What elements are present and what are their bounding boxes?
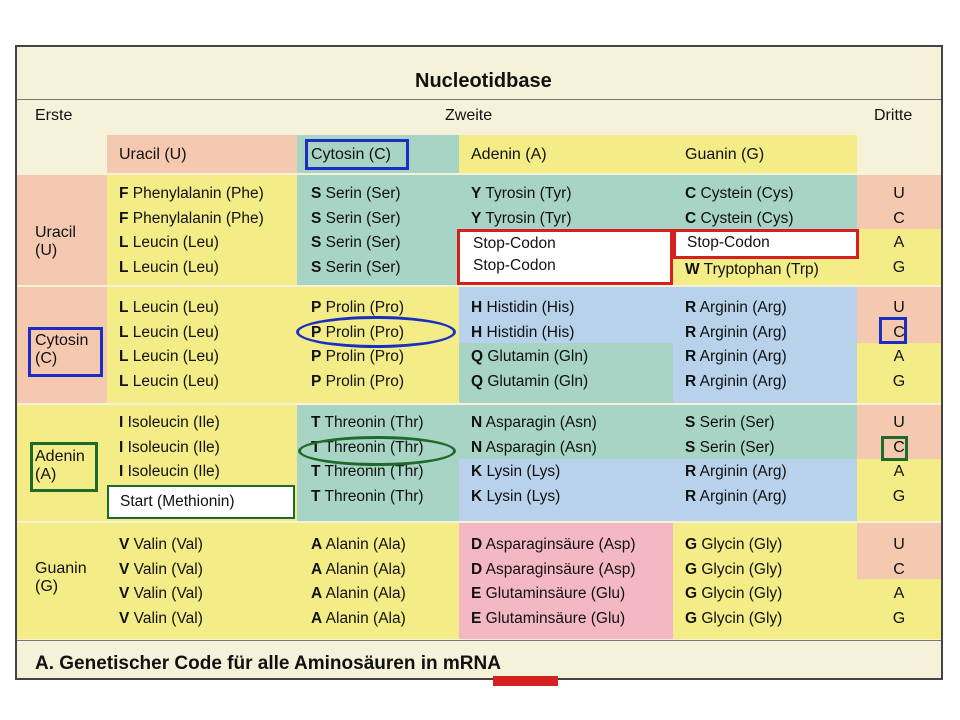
column-header-adenin: Adenin (A) (459, 135, 673, 173)
codon-line: F Phenylalanin (Phe) (119, 209, 264, 227)
row-label-adenin: Adenin (A) (17, 405, 107, 521)
cell-CG (673, 287, 857, 403)
codon-line: D Asparaginsäure (Asp) (471, 560, 636, 578)
codon-line: V Valin (Val) (119, 560, 203, 578)
codon-line: R Arginin (Arg) (685, 323, 787, 341)
codon-line: H Histidin (His) (471, 299, 575, 316)
codon-line: R Arginin (Arg) (685, 299, 787, 316)
row-label-uracil: Uracil (U) (17, 175, 107, 285)
figure-caption: A. Genetischer Code für alle Aminosäuren in mRNA (35, 653, 501, 674)
cell-GG (673, 523, 857, 639)
codon-line: F Phenylalanin (Phe) (119, 185, 264, 202)
cell-AG (673, 405, 857, 521)
codon-line: A Alanin (Ala) (311, 609, 406, 627)
mrna-underline (493, 676, 558, 686)
codon-line: H Histidin (His) (471, 323, 575, 341)
codon-line: S Serin (Ser) (311, 258, 401, 276)
codon-line: G Glycin (Gly) (685, 560, 783, 578)
highlight-box-stop-codon-ug (673, 229, 859, 259)
codon-line: R Arginin (Arg) (685, 372, 787, 390)
codon-line: S Serin (Ser) (311, 185, 401, 202)
codon-line: P Prolin (Pro) (311, 372, 405, 390)
codon-line: D Asparaginsäure (Asp) (471, 536, 636, 553)
codon-line: T Threonin (Thr) (311, 463, 424, 480)
codon-line: L Leucin (Leu) (119, 299, 219, 316)
cell-AA (459, 405, 673, 521)
row-label-guanin: Guanin (G) (17, 523, 107, 639)
third-base-cytosin: U C A G (857, 287, 941, 403)
codon-line: S Serin (Ser) (685, 438, 775, 456)
title-divider (17, 99, 941, 100)
highlight-box-adenin-row (30, 442, 98, 492)
codon-line: V Valin (Val) (119, 609, 203, 627)
codon-line: Y Tyrosin (Tyr) (471, 185, 572, 202)
cell-CU (107, 287, 297, 403)
highlight-ellipse-prolin (296, 316, 456, 348)
codon-line: S Serin (Ser) (311, 209, 401, 227)
codon-line: T Threonin (Thr) (311, 414, 424, 431)
third-base-guanin: U C A G (857, 523, 941, 639)
codon-line: A Alanin (Ala) (311, 585, 406, 602)
codon-line: G Glycin (Gly) (685, 609, 783, 627)
codon-line: C Cystein (Cys) (685, 209, 794, 227)
codon-line: V Valin (Val) (119, 585, 203, 602)
cell-CA (459, 287, 673, 403)
codon-line: L Leucin (Leu) (119, 258, 219, 276)
codon-line: A Alanin (Ala) (311, 560, 406, 578)
codon-line: A Alanin (Ala) (311, 536, 406, 553)
codon-line: I Isoleucin (Ile) (119, 463, 220, 480)
codon-line: I Isoleucin (Ile) (119, 414, 220, 431)
codon-line: Stop-Codon (473, 257, 556, 274)
highlight-box-cytosin-column (305, 139, 409, 170)
codon-line: N Asparagin (Asn) (471, 438, 597, 456)
codon-line: E Glutaminsäure (Glu) (471, 585, 626, 602)
codon-line: E Glutaminsäure (Glu) (471, 609, 626, 627)
codon-line: G Glycin (Gly) (685, 585, 783, 602)
highlight-box-third-c-adenin (881, 436, 908, 461)
codon-line: R Arginin (Arg) (685, 348, 787, 365)
cell-GU (107, 523, 297, 639)
header-third: Dritte (874, 107, 913, 124)
codon-line: N Asparagin (Asn) (471, 414, 597, 431)
codon-line: I Isoleucin (Ile) (119, 438, 220, 456)
row-label-cytosin: Cytosin (C) (17, 287, 107, 403)
column-header-uracil: Uracil (U) (107, 135, 297, 173)
codon-line: K Lysin (Lys) (471, 463, 561, 480)
highlight-box-third-c-cytosin (879, 317, 907, 344)
column-header-guanin: Guanin (G) (673, 135, 857, 173)
codon-line: G Glycin (Gly) (685, 536, 783, 553)
start-codon-label: Start (Methionin) (120, 493, 235, 510)
highlight-box-stop-codons-ua (457, 229, 673, 285)
codon-line: Y Tyrosin (Tyr) (471, 209, 572, 227)
codon-line: K Lysin (Lys) (471, 487, 561, 505)
codon-line: Q Glutamin (Gln) (471, 372, 589, 390)
codon-line: R Arginin (Arg) (685, 487, 787, 505)
cell-UU (107, 175, 297, 285)
codon-line: T Threonin (Thr) (311, 438, 424, 456)
codon-line: L Leucin (Leu) (119, 348, 219, 365)
table-title: Nucleotidbase (415, 70, 552, 92)
highlight-box-cytosin-row (28, 327, 103, 377)
header-second: Zweite (445, 107, 493, 124)
third-base-uracil: U C A G (857, 175, 941, 285)
column-header-cytosin: Cytosin (C) (297, 135, 459, 173)
cell-UC (297, 175, 459, 285)
codon-line: L Leucin (Leu) (119, 372, 219, 390)
cell-GC (297, 523, 459, 639)
codon-line: P Prolin (Pro) (311, 299, 405, 316)
codon-line: S Serin (Ser) (685, 414, 775, 431)
third-base-adenin: U C A G (857, 405, 941, 521)
codon-line: T Threonin (Thr) (311, 487, 424, 505)
cell-AU (107, 405, 297, 521)
genetic-code-table (15, 45, 943, 680)
cell-GA (459, 523, 673, 639)
codon-line: V Valin (Val) (119, 536, 203, 553)
highlight-ellipse-threonin (298, 436, 456, 466)
codon-line: L Leucin (Leu) (119, 234, 219, 251)
codon-line: S Serin (Ser) (311, 234, 401, 251)
codon-line: Stop-Codon (687, 234, 770, 251)
codon-line: C Cystein (Cys) (685, 185, 794, 202)
codon-line: P Prolin (Pro) (311, 323, 405, 341)
codon-line: P Prolin (Pro) (311, 348, 405, 365)
caption-mrna: mRNA (442, 653, 501, 674)
header-first: Erste (35, 107, 73, 124)
caption-divider (17, 640, 941, 641)
codon-line: Stop-Codon (473, 235, 556, 252)
codon-line: Q Glutamin (Gln) (471, 348, 589, 365)
codon-line: L Leucin (Leu) (119, 323, 219, 341)
codon-line: R Arginin (Arg) (685, 463, 787, 480)
codon-line: W Tryptophan (Trp) (685, 261, 819, 278)
